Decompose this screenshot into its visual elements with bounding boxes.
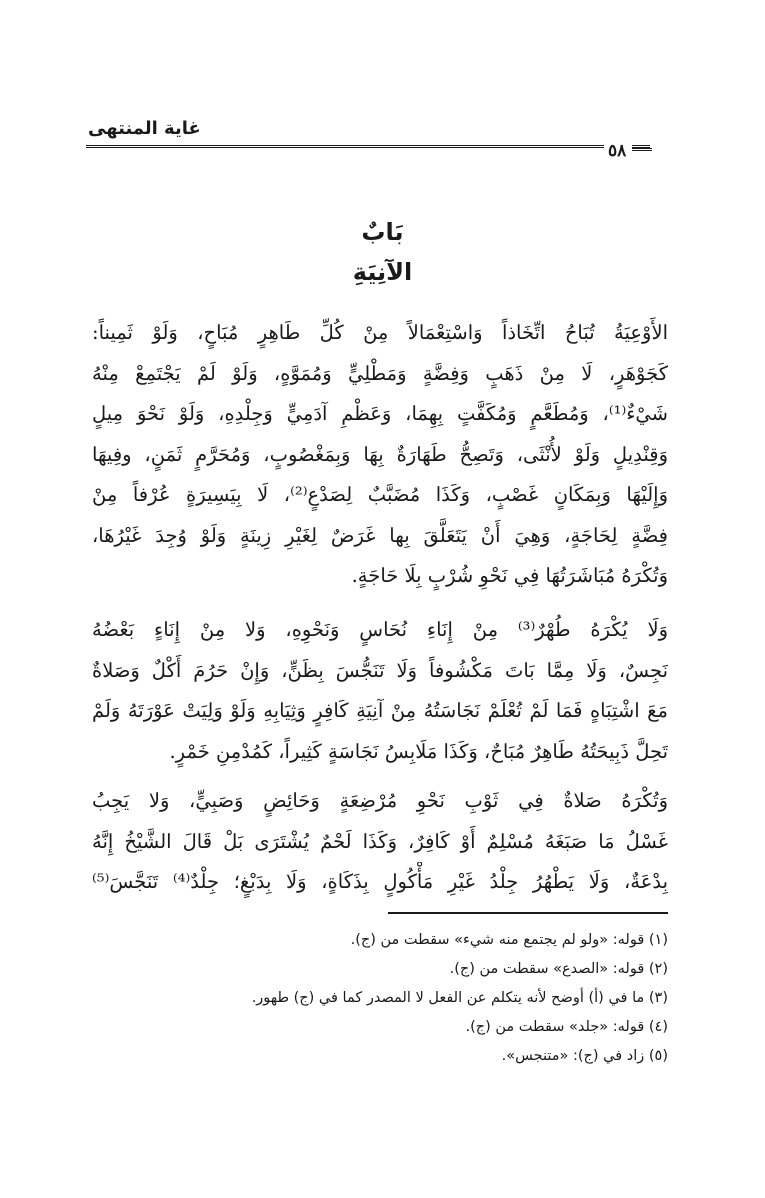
text-line: الأَوْعِيَةُ تُبَاحُ اتِّخَاذاً وَاسْتِعْمَالاً مِنْ كُلِّ طَاهِرٍ مُبَاحٍ، وَلَوْ ثَمِيناً: <box>92 321 668 344</box>
text-line: شَيْءٌ⁽¹⁾، وَمُطَعَّمٍ وَمُكَفَّتٍ بِهِمَا، وَعَظْمِ آدَمِيٍّ وَجِلْدِهِ، وَلَوْ نَحْوَ مِيلٍ <box>92 402 668 425</box>
text-line: وَتُكْرَهُ مُبَاشَرَتُهَا فِي نَحْوِ شُرْبٍ بِلَا حَاجَةٍ. <box>351 564 668 587</box>
footnotes <box>250 926 668 1071</box>
footnote: (٤) قوله: «جلد» سقطت من (ج). <box>465 1019 668 1035</box>
header-rule <box>86 145 650 148</box>
footnote: (٥) زاد في (ج): «متنجس». <box>501 1048 668 1064</box>
text-line: تَحِلَّ ذَبِيحَتُهُ طَاهِرٌ مُبَاحٌ، وَكَذَا مَلَابِسُ نَجَاسَةٍ كَثِيراً، كَمُدْمِنِ خَمْرٍ. <box>169 739 668 763</box>
page-number: ٥٨ <box>604 141 632 161</box>
footnote: (٣) ما في (أ) أوضح لأنه يتكلم عن الفعل لا المصدر كما في (ج) طهور. <box>251 990 668 1006</box>
paragraph-2 <box>92 610 668 772</box>
text-line: مَعَ اشْتِبَاهٍ فَمَا لَمْ تُعْلَمْ نَجَاسَتُهُ مِنْ آنِيَةِ كَافِرٍ وَثِيَابِهِ وَلَوْ وَلِيَتْ عَوْرَتَهُ وَلَمْ <box>92 699 668 722</box>
footnote-separator <box>388 912 668 914</box>
paragraph-1 <box>92 313 668 597</box>
text-line: نَجِسٌ، وَلَا مِمَّا بَاتَ مَكْشُوفاً وَلَا تَنَجُّسَ بِظَنٍّ، وَإِنْ حَرُمَ أَكْلٌ وَصَلاةٌ <box>92 658 668 682</box>
text-line: وَإِلَيْهَا وَبِمَكَانٍ غَصْبٍ، وَكَذَا مُضَبَّبٌ لِصَدْعٍ⁽²⁾، لَا بِيَسِيرَةٍ عُرْفاً مِنْ <box>92 483 668 506</box>
paragraph-3 <box>92 781 668 903</box>
text-line: فِضَّةٍ لِحَاجَةٍ، وَهِيَ أَنْ يَتَعَلَّقَ بِها غَرَضٌ لِغَيْرِ زِينَةٍ وَلَوْ وُجِدَ غَيْرُهَا، <box>92 523 668 547</box>
text-line: وَقِنْدِيلٍ وَلَوْ لأُنْثَى، وَتَصِحُّ طَهَارَةٌ بِهَا وَبِمَغْصُوبٍ، وَمُحَرَّمٍ ثَمَنٍ، وفِيهَا <box>92 442 668 466</box>
text-line: وَتُكْرَهُ صَلاةٌ فِي ثَوْبِ نَحْوِ مُرْضِعَةٍ وَحَائِضٍ وَصَبِيٍّ، وَلا يَجِبُ <box>92 789 668 812</box>
footnote: (١) قوله: «ولو لم يجتمع منه شيء» سقطت من (ج). <box>350 932 668 948</box>
text-line: بِدْعَةٌ، وَلَا يَطْهُرُ جِلْدُ غَيْرِ مَأْكُولٍ بِذَكَاةٍ، وَلَا بِدَبْغٍ؛ جِلْدٌ⁽⁴⁾ تَنَجَّسَ⁽⁵⁾ <box>92 870 668 893</box>
text-line: كَجَوْهَرٍ، لَا مِنْ ذَهَبٍ وَفِضَّةٍ وَمَطْلِيٍّ وَمُمَوَّهٍ، وَلَوْ لَمْ يَجْتَمِعْ مِنْهُ <box>92 361 668 385</box>
running-title: غاية المنتهى <box>88 118 201 139</box>
text-line: وَلَا يُكْرَهُ طُهْرٌ⁽³⁾ مِنْ إِنَاءِ نُحَاسٍ وَنَحْوِهِ، وَلا مِنْ إِنَاءٍ بَعْضُهُ <box>92 618 668 641</box>
chapter-heading: بَابٌ <box>361 218 404 246</box>
text-line: غَسْلُ مَا صَبَغَهُ مُسْلِمٌ أَوْ كَافِرٌ، وَكَذَا لَحْمٌ يُشْتَرَى بَلْ قَالَ الشَّيْخُ إِنَّهُ <box>92 829 668 853</box>
chapter-title: الآنِيَةِ <box>352 258 413 286</box>
footnote: (٢) قوله: «الصدع» سقطت من (ج). <box>449 961 668 977</box>
